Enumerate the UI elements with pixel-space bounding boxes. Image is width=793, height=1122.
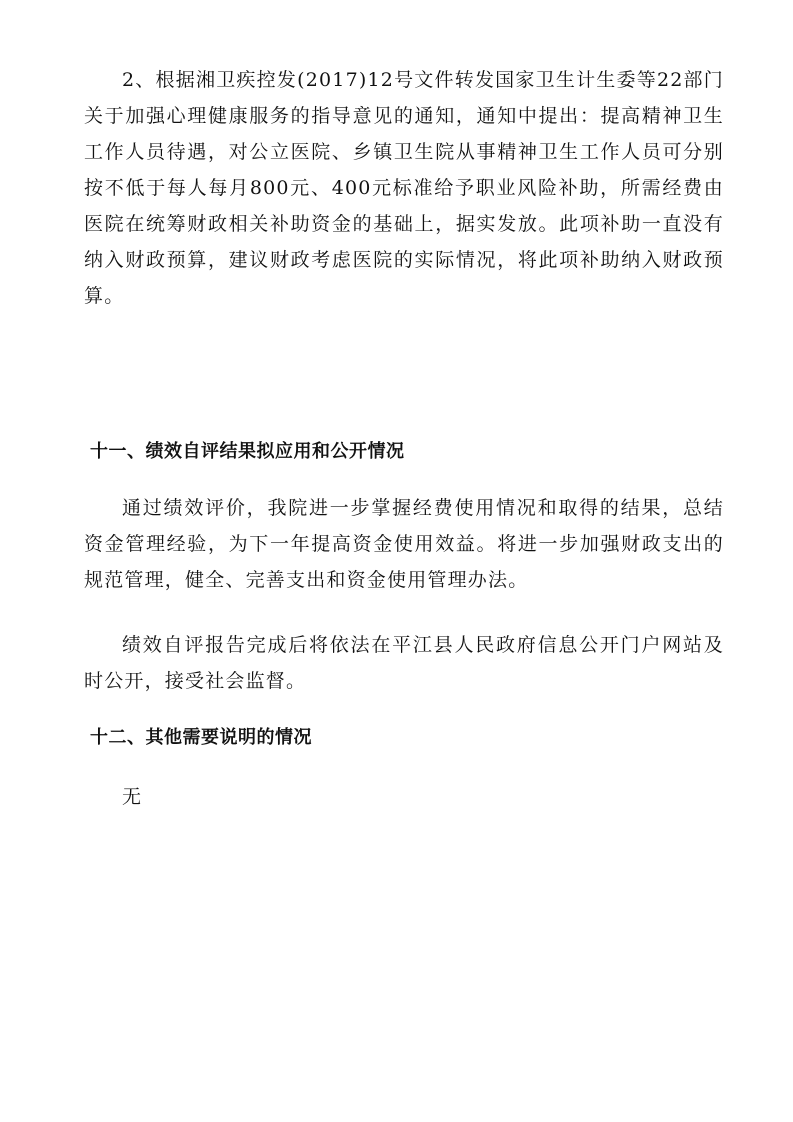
section-12-body: 无: [122, 786, 143, 808]
section-11-paragraph-2: 绩效自评报告完成后将依法在平江县人民政府信息公开门户网站及时公开，接受社会监督。: [84, 634, 724, 692]
section-11-paragraph-1: 通过绩效评价，我院进一步掌握经费使用情况和取得的结果，总结资金管理经验，为下一年提高资金使用效益。将进一步加强财政支出的规范管理，健全、完善支出和资金使用管理办法。: [84, 497, 724, 591]
section-12-heading: 十二、其他需要说明的情况: [90, 727, 312, 748]
paragraph-subsidy-suggestion: 2、根据湘卫疾控发(2017)12号文件转发国家卫生计生委等22部门关于加强心理健康服务的指导意见的通知，通知中提出：提高精神卫生工作人员待遇，对公立医院、乡镇卫生院从事精神卫生工作人员可分别按不低于每人每月800元、400元标准给予职业风险补助，所需经费由医院在统筹财政相关补助资金的基础上，据实发放。此项补助一直没有纳入财政预算，建议财政考虑医院的实际情况，将此项补助纳入财政预算。: [84, 69, 724, 307]
section-11-heading: 十一、绩效自评结果拟应用和公开情况: [90, 441, 405, 462]
